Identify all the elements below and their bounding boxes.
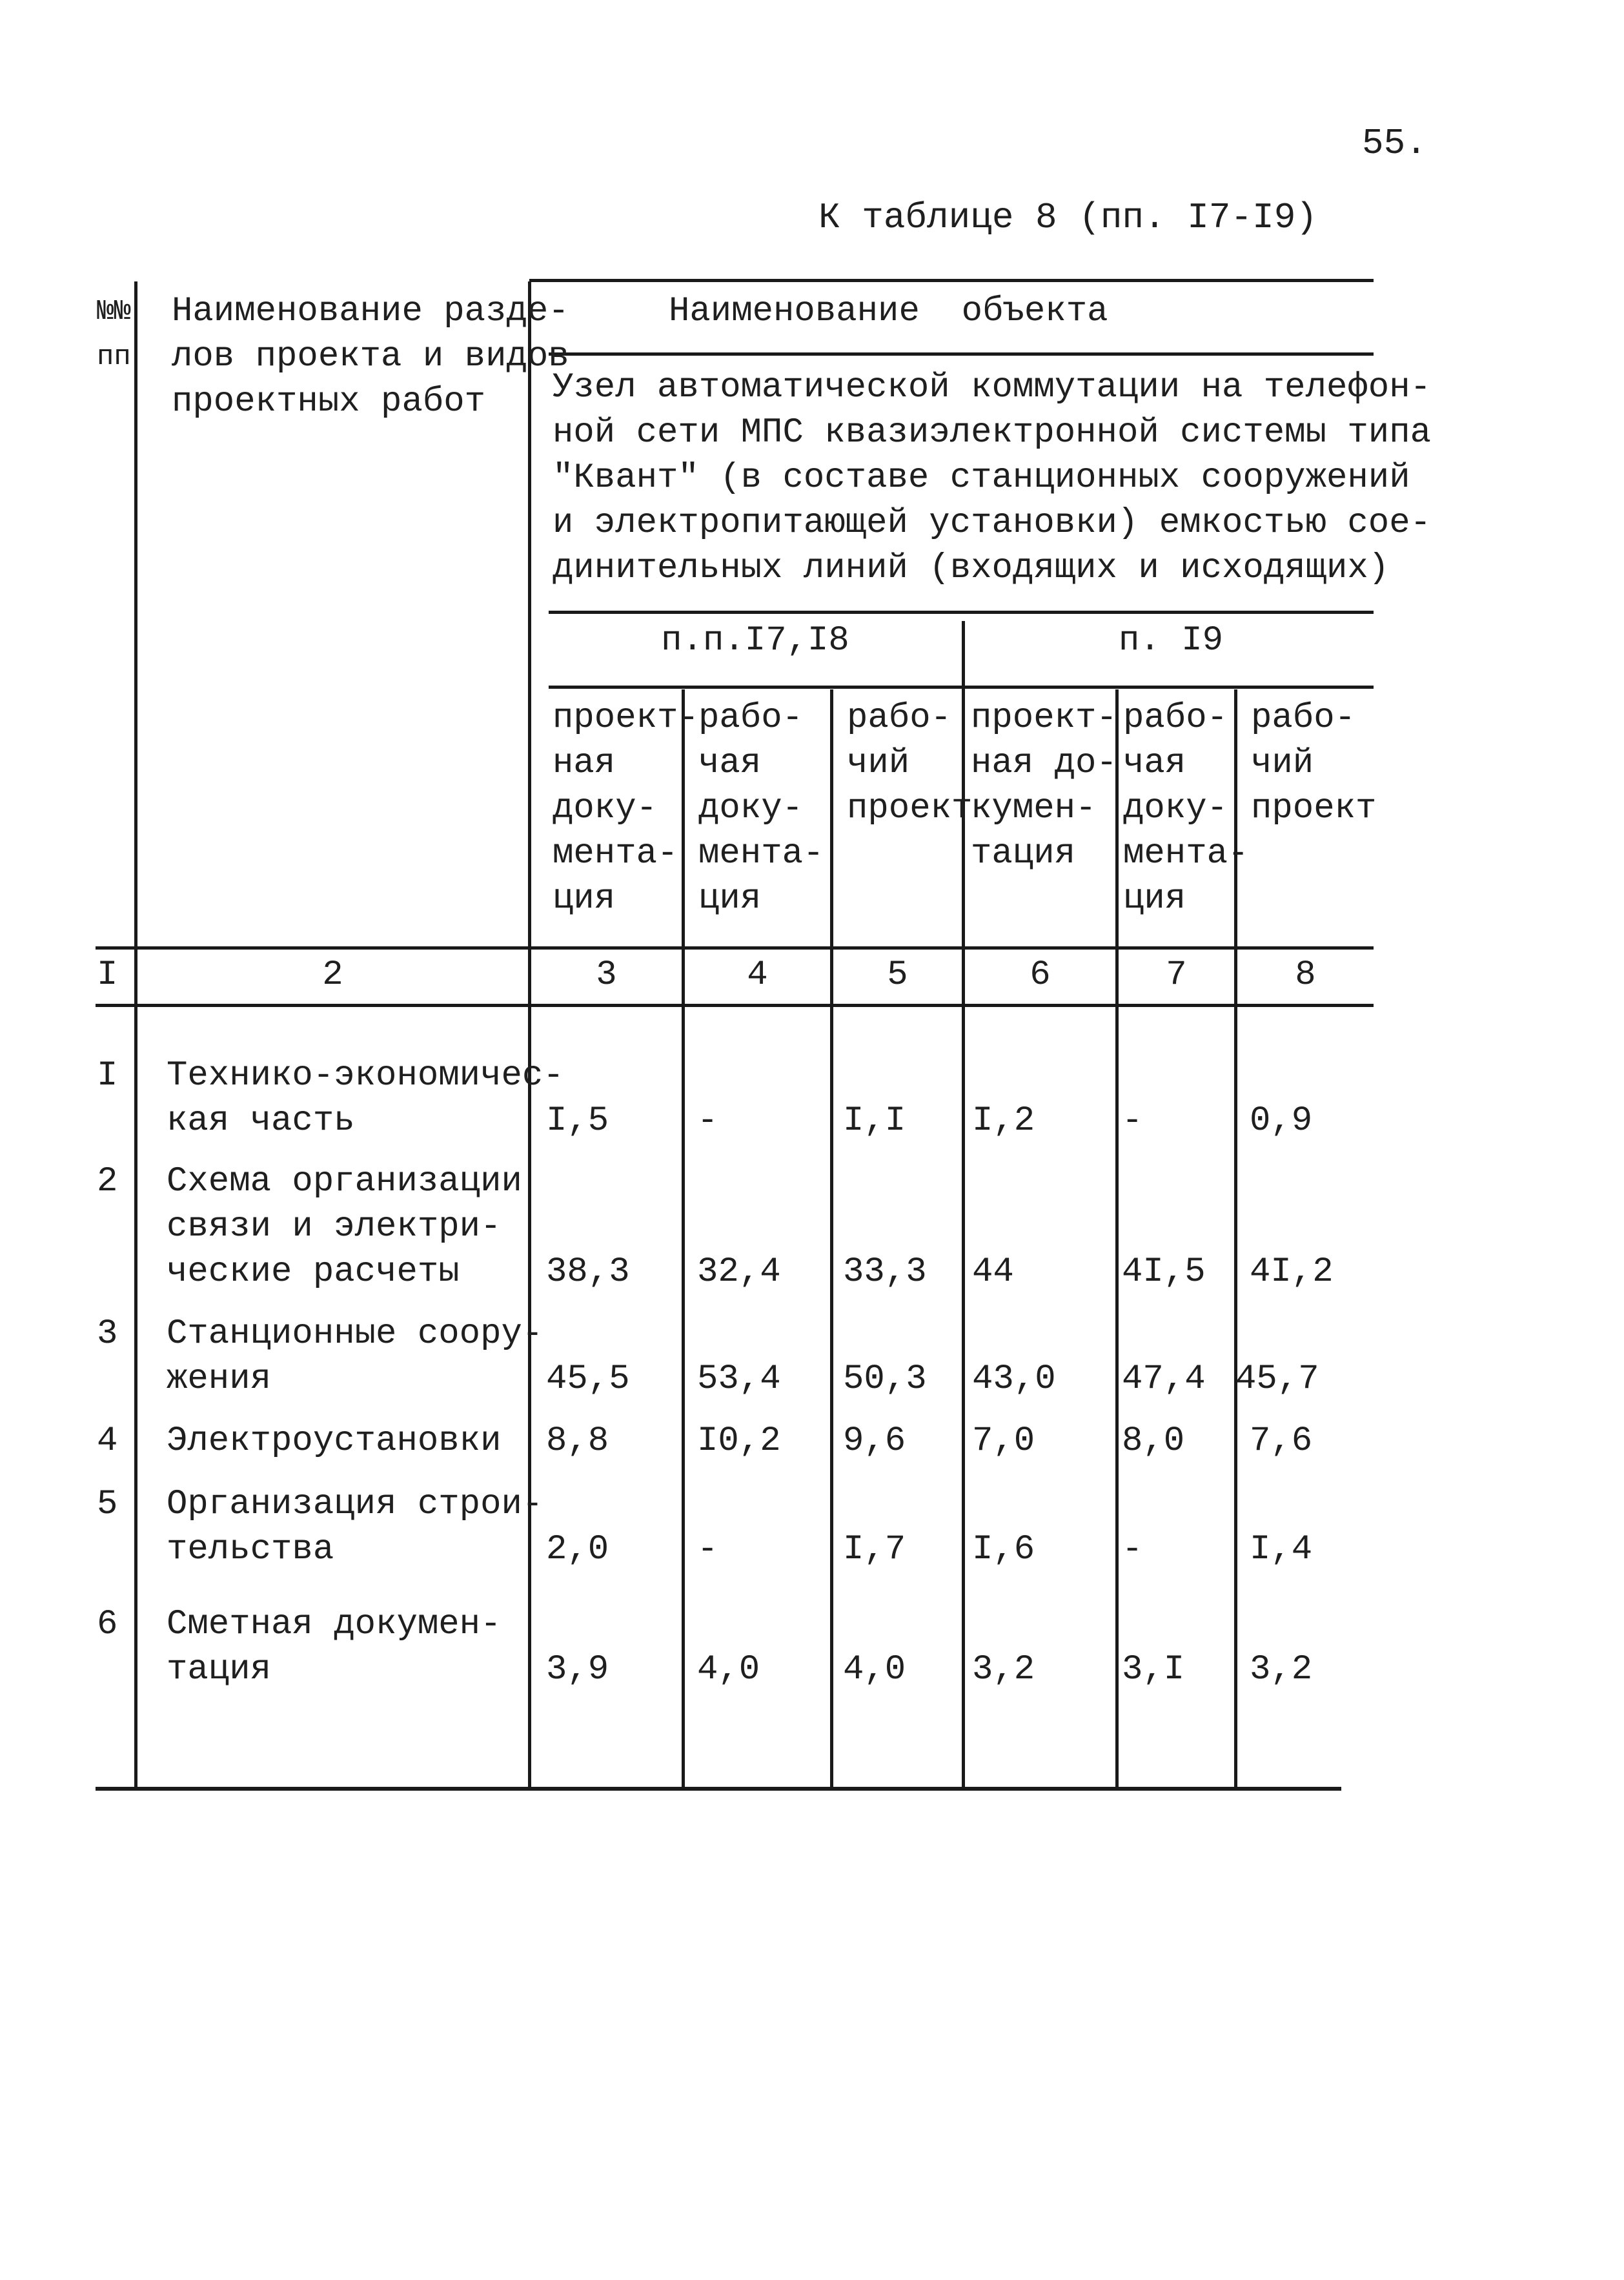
row-name: Электроустановки (167, 1421, 502, 1461)
cell-col8: 3,2 (1250, 1650, 1313, 1689)
row-name: Станционные соору- жения (167, 1314, 543, 1399)
col-number-7: 7 (1166, 955, 1187, 995)
cell-col5: I,7 (843, 1530, 906, 1569)
cell-col3: I,5 (546, 1101, 609, 1141)
cell-col6: 7,0 (972, 1421, 1035, 1461)
object-desc-rule (549, 611, 1374, 614)
num-column-header: №№ пп (97, 296, 131, 373)
col-number-3: 3 (596, 955, 617, 995)
cell-col4: I0,2 (697, 1421, 781, 1461)
cell-col4: - (697, 1530, 718, 1569)
object-description: Узел автоматической коммутации на телефон- ной сети МПС квазиэлектронной системы типа "Квант" (в составе станционных сооружений и электропитающей установки) емкостью сое- динительных линий (входящих и исходящих) (553, 368, 1432, 588)
row-name: Технико-экономичес- кая часть (167, 1056, 564, 1141)
cell-col8: 0,9 (1250, 1101, 1313, 1141)
cell-col5: I,I (843, 1101, 906, 1141)
sub-header-6: проект- ная до- кумен- тация (971, 698, 1117, 873)
row-name: Организация строи- тельства (167, 1485, 543, 1569)
row-number: 2 (97, 1162, 118, 1201)
col-number-8: 8 (1295, 955, 1316, 995)
cell-col4: 32,4 (697, 1252, 781, 1292)
cell-col6: I,2 (972, 1101, 1035, 1141)
cell-col8: I,4 (1250, 1530, 1313, 1569)
bottom-rule (96, 1787, 1341, 1791)
page-number: 55. (1362, 123, 1427, 164)
col-number-4: 4 (747, 955, 768, 995)
cell-col4: 53,4 (697, 1359, 781, 1399)
cell-col8: 4I,2 (1250, 1252, 1334, 1292)
sub-header-3: проект- ная доку- мента- ция (553, 698, 699, 919)
row-name: Сметная докумен- тация (167, 1605, 502, 1689)
col-number-2: 2 (322, 955, 343, 995)
top-rule (529, 279, 1374, 282)
cell-col4: 4,0 (697, 1650, 760, 1689)
cell-col7: - (1122, 1101, 1143, 1141)
cell-col5: 33,3 (843, 1252, 927, 1292)
vline-num (134, 281, 137, 1788)
row-number: I (97, 1056, 118, 1095)
cell-col5: 4,0 (843, 1650, 906, 1689)
group-b-header: п. I9 (1118, 621, 1224, 660)
col-number-1: I (97, 955, 118, 995)
object-title: Наименование объекта (669, 292, 1108, 331)
cell-col3: 8,8 (546, 1421, 609, 1461)
col-number-6: 6 (1030, 955, 1051, 995)
header-bottom-rule (96, 946, 1374, 950)
sub-header-4: рабо- чая доку- мента- ция (698, 698, 824, 919)
cell-col6: I,6 (972, 1530, 1035, 1569)
row-number: 5 (97, 1485, 118, 1524)
cell-col5: 50,3 (843, 1359, 927, 1399)
cell-col7: 8,0 (1122, 1421, 1185, 1461)
cell-col7: 47,4 (1122, 1359, 1206, 1399)
group-a-header: п.п.I7,I8 (661, 621, 849, 660)
row-number: 6 (97, 1605, 118, 1644)
cell-col3: 38,3 (546, 1252, 630, 1292)
cell-col3: 45,5 (546, 1359, 630, 1399)
cell-col3: 2,0 (546, 1530, 609, 1569)
sub-header-8: рабо- чий проект (1251, 698, 1377, 828)
sub-header-5: рабо- чий проект (847, 698, 973, 828)
row-number: 4 (97, 1421, 118, 1461)
cell-col8: 7,6 (1250, 1421, 1313, 1461)
cell-col4: - (697, 1101, 718, 1141)
col-number-5: 5 (887, 955, 908, 995)
cell-col5: 9,6 (843, 1421, 906, 1461)
cell-col7: - (1122, 1530, 1143, 1569)
col-numbers-rule (96, 1004, 1374, 1007)
cell-col7: 3,I (1122, 1650, 1185, 1689)
cell-col7: 4I,5 (1122, 1252, 1206, 1292)
vline-col4 (830, 689, 833, 1787)
name-column-header: Наименование разде- лов проекта и видов проектных работ (172, 292, 569, 422)
object-title-rule (549, 352, 1374, 356)
cell-col3: 3,9 (546, 1650, 609, 1689)
row-number: 3 (97, 1314, 118, 1354)
row-name: Схема организации связи и электри- ческие расчеты (167, 1162, 522, 1292)
group-rule (549, 686, 1374, 689)
cell-col6: 3,2 (972, 1650, 1035, 1689)
cell-col8: 45,7 (1235, 1359, 1319, 1399)
cell-col6: 43,0 (972, 1359, 1056, 1399)
sub-header-7: рабо- чая доку- мента- ция (1123, 698, 1249, 919)
table-caption: К таблице 8 (пп. I7-I9) (818, 197, 1317, 238)
cell-col6: 44 (972, 1252, 1014, 1292)
